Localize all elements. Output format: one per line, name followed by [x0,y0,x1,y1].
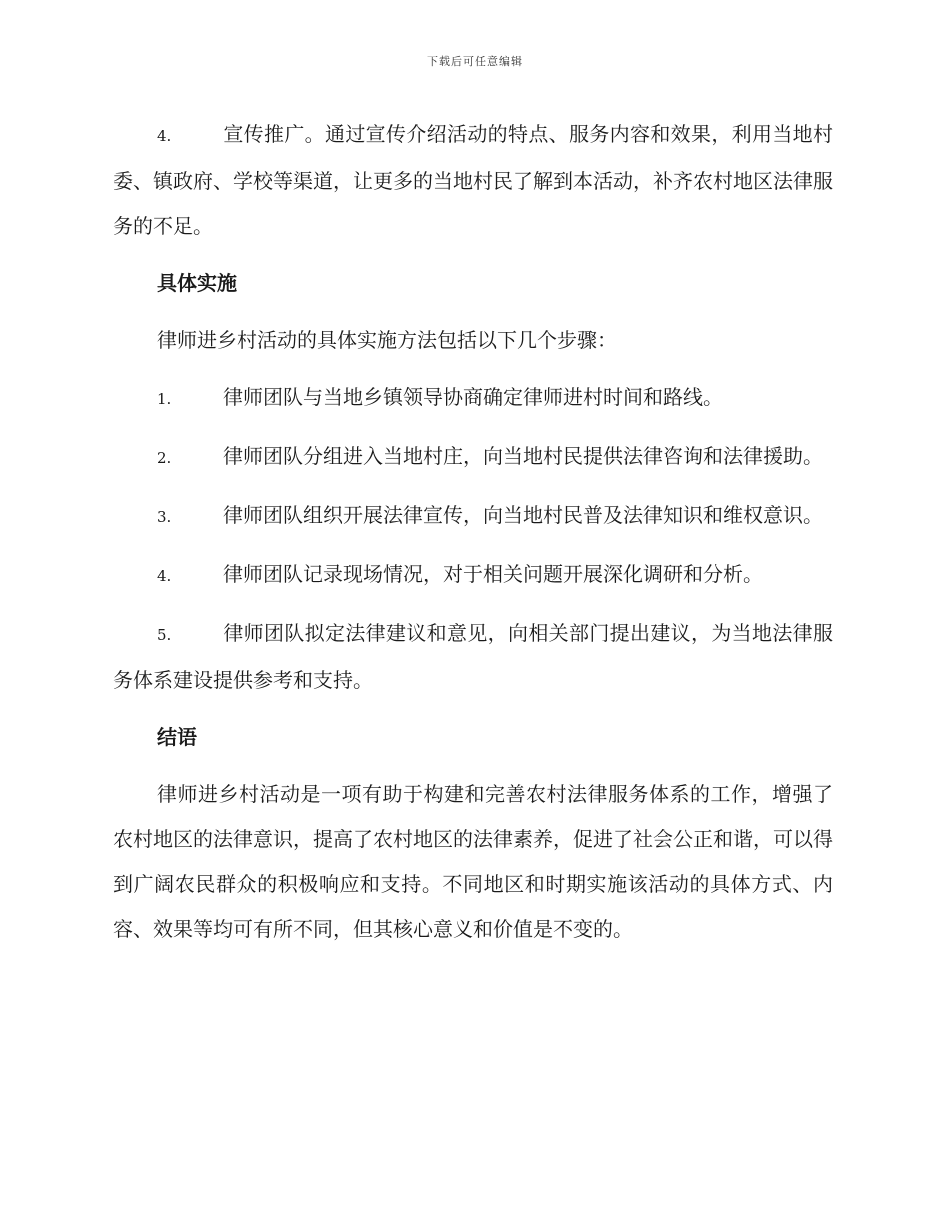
step-text: 律师团队分组进入当地村庄，向当地村民提供法律咨询和法律援助。 [223,444,823,468]
list-item-promotion [113,112,833,249]
step-number: 4. [157,567,172,585]
step-number: 1. [157,390,172,408]
step-number: 3. [157,508,172,526]
step-number: 5. [157,626,172,644]
step-item [113,375,833,422]
step-number: 2. [157,449,172,467]
step-item [113,552,833,599]
step-text: 律师团队组织开展法律宣传，向当地村民普及法律知识和维权意识。 [223,503,823,527]
step-text: 律师团队与当地乡镇领导协商确定律师进村时间和路线。 [223,385,723,409]
implementation-intro: 律师进乡村活动的具体实施方法包括以下几个步骤： [157,328,617,352]
conclusion-paragraph: 律师进乡村活动是一项有助于构建和完善农村法律服务体系的工作，增强了农村地区的法律意识，提高了农村地区的法律素养，促进了社会公正和谐，可以得到广阔农民群众的积极响应和支持。不同地区和时期实施该活动的具体方式、内容、效果等均可有所不同，但其核心意义和价值是不变的。 [113,782,833,941]
step-text: 律师团队记录现场情况，对于相关问题开展深化调研和分析。 [223,562,763,586]
step-item [113,611,833,703]
section-heading-implementation: 具体实施 [157,271,237,295]
list-text: 宣传推广。通过宣传介绍活动的特点、服务内容和效果，利用当地村委、镇政府、学校等渠道，让更多的当地村民了解到本活动，补齐农村地区法律服务的不足。 [113,122,833,238]
page-header: 下载后可任意编辑 [427,55,523,68]
section-heading-conclusion: 结语 [157,725,197,749]
step-text: 律师团队拟定法律建议和意见，向相关部门提出建议，为当地法律服务体系建设提供参考和支持。 [113,621,833,692]
step-item [113,434,833,481]
step-item [113,493,833,540]
document-body [113,112,833,952]
list-number: 4. [157,127,172,145]
